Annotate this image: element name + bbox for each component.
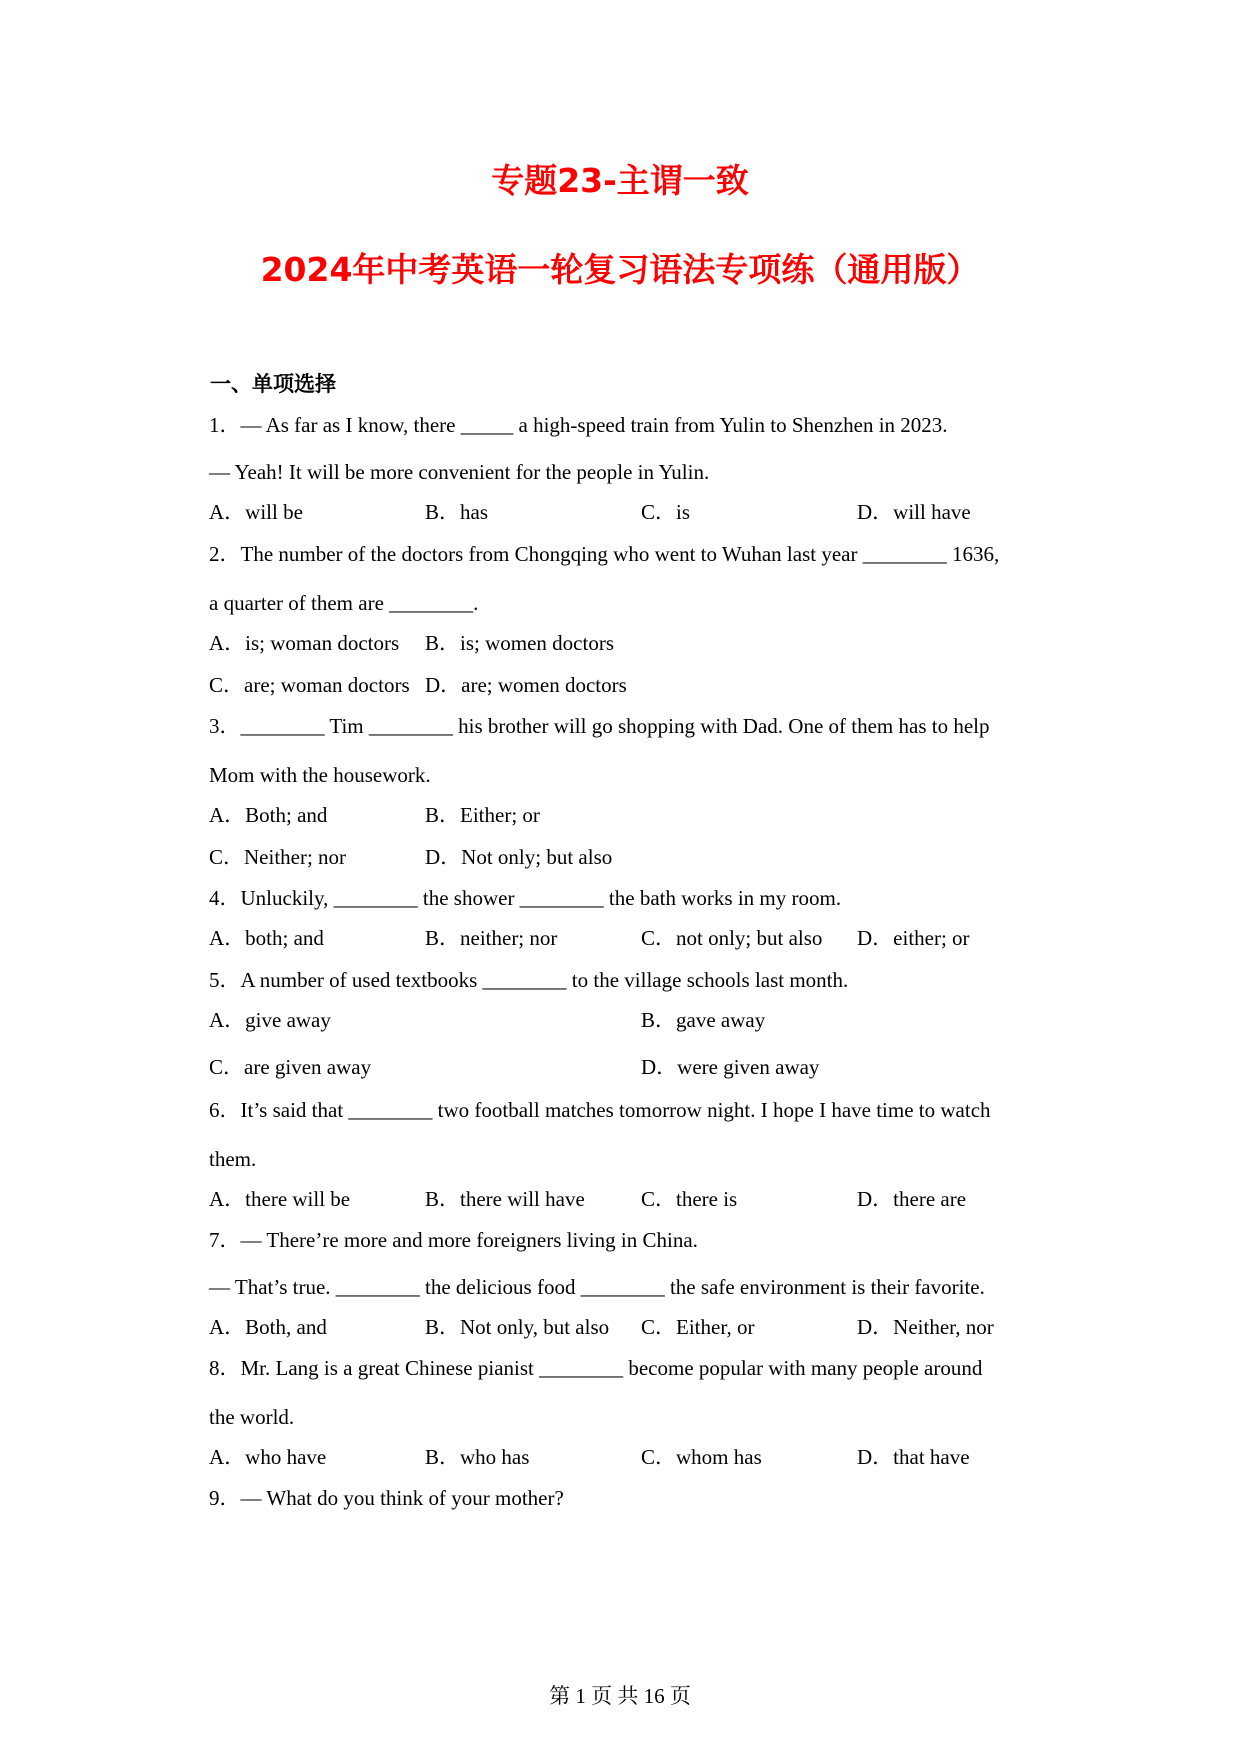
option-c[interactable]: C．Either, or [641, 1315, 755, 1339]
options-row [209, 1301, 1044, 1348]
option-d[interactable]: D．will have [857, 500, 971, 524]
option-a[interactable]: A．there will be [209, 1187, 351, 1211]
option-d[interactable]: D．Not only; but also [425, 845, 613, 869]
option-a[interactable]: A．who have [209, 1445, 327, 1469]
question-6 [209, 1096, 1044, 1220]
option-c[interactable]: C．are; woman doctors [209, 673, 410, 697]
options-row [209, 486, 1044, 533]
question-7 [209, 1226, 1044, 1348]
option-c[interactable]: C．are given away [209, 1055, 372, 1079]
option-b[interactable]: B．gave away [641, 1008, 766, 1032]
option-a[interactable]: A．give away [209, 1008, 331, 1032]
question-text: them. [209, 1147, 257, 1171]
option-b[interactable]: B．is; women doctors [425, 631, 614, 655]
question-text: 5．A number of used textbooks ________ to the village schools last month. [209, 968, 849, 992]
question-text: — That’s true. ________ the delicious food ________ the safe environment is their favorite. [209, 1275, 985, 1299]
options-row [209, 912, 1044, 959]
option-a[interactable]: A．both; and [209, 926, 324, 950]
option-a[interactable]: A．is; woman doctors [209, 631, 400, 655]
option-c[interactable]: C．whom has [641, 1445, 762, 1469]
title-line-1: 专题23-主谓一致 [491, 161, 749, 200]
question-text: 9．— What do you think of your mother? [209, 1486, 564, 1510]
question-5 [209, 966, 1044, 1088]
question-text: 8．Mr. Lang is a great Chinese pianist ________ become popular with many people around [209, 1356, 983, 1380]
options-row [209, 1041, 1044, 1088]
option-d[interactable]: D．were given away [641, 1055, 820, 1079]
option-c[interactable]: C．is [641, 500, 691, 524]
options-row [209, 617, 1044, 659]
options-row [209, 789, 1044, 831]
question-text: 1．— As far as I know, there _____ a high-speed train from Yulin to Shenzhen in 2023. [209, 413, 948, 437]
options-row [209, 659, 1044, 706]
option-b[interactable]: B．Not only, but also [425, 1315, 610, 1339]
question-text: 6．It’s said that ________ two football matches tomorrow night. I hope I have time to watch [209, 1098, 991, 1122]
option-b[interactable]: B．neither; nor [425, 926, 558, 950]
option-c[interactable]: C．there is [641, 1187, 738, 1211]
option-b[interactable]: B．there will have [425, 1187, 585, 1211]
question-text: 2．The number of the doctors from Chongqing who went to Wuhan last year ________ 1636, [209, 542, 1000, 566]
option-b[interactable]: B．Either; or [425, 803, 540, 827]
option-a[interactable]: A．Both; and [209, 803, 328, 827]
option-d[interactable]: D．are; women doctors [425, 673, 627, 697]
question-3 [209, 712, 1044, 878]
options-row [209, 1431, 1044, 1478]
options-row [209, 1173, 1044, 1220]
option-b[interactable]: B．who has [425, 1445, 530, 1469]
option-d[interactable]: D．there are [857, 1187, 967, 1211]
options-row [209, 994, 1044, 1041]
question-text: a quarter of them are ________. [209, 591, 479, 615]
question-text: 4．Unluckily, ________ the shower ________ the bath works in my room. [209, 886, 842, 910]
title-line-2: 2024年中考英语一轮复习语法专项练（通用版） [260, 250, 980, 289]
option-a[interactable]: A．Both, and [209, 1315, 327, 1339]
option-b[interactable]: B．has [425, 500, 488, 524]
question-4 [209, 884, 1044, 959]
option-c[interactable]: C．not only; but also [641, 926, 823, 950]
question-text: 3．________ Tim ________ his brother will go shopping with Dad. One of them has to help [209, 714, 990, 738]
option-c[interactable]: C．Neither; nor [209, 845, 347, 869]
option-a[interactable]: A．will be [209, 500, 303, 524]
question-text: 7．— There’re more and more foreigners living in China. [209, 1228, 698, 1252]
section-heading: 一、单项选择 [210, 372, 336, 396]
option-d[interactable]: D．either; or [857, 926, 970, 950]
question-1 [209, 411, 1044, 533]
question-2 [209, 540, 1044, 706]
question-text: the world. [209, 1405, 295, 1429]
question-9 [209, 1484, 1044, 1512]
page-number: 第 1 页 共 16 页 [549, 1684, 691, 1708]
option-d[interactable]: D．that have [857, 1445, 970, 1469]
question-list [209, 411, 1044, 1512]
question-text: Mom with the housework. [209, 763, 431, 787]
question-text: — Yeah! It will be more convenient for the people in Yulin. [209, 460, 710, 484]
options-row [209, 831, 1044, 878]
option-d[interactable]: D．Neither, nor [857, 1315, 994, 1339]
question-8 [209, 1354, 1044, 1478]
